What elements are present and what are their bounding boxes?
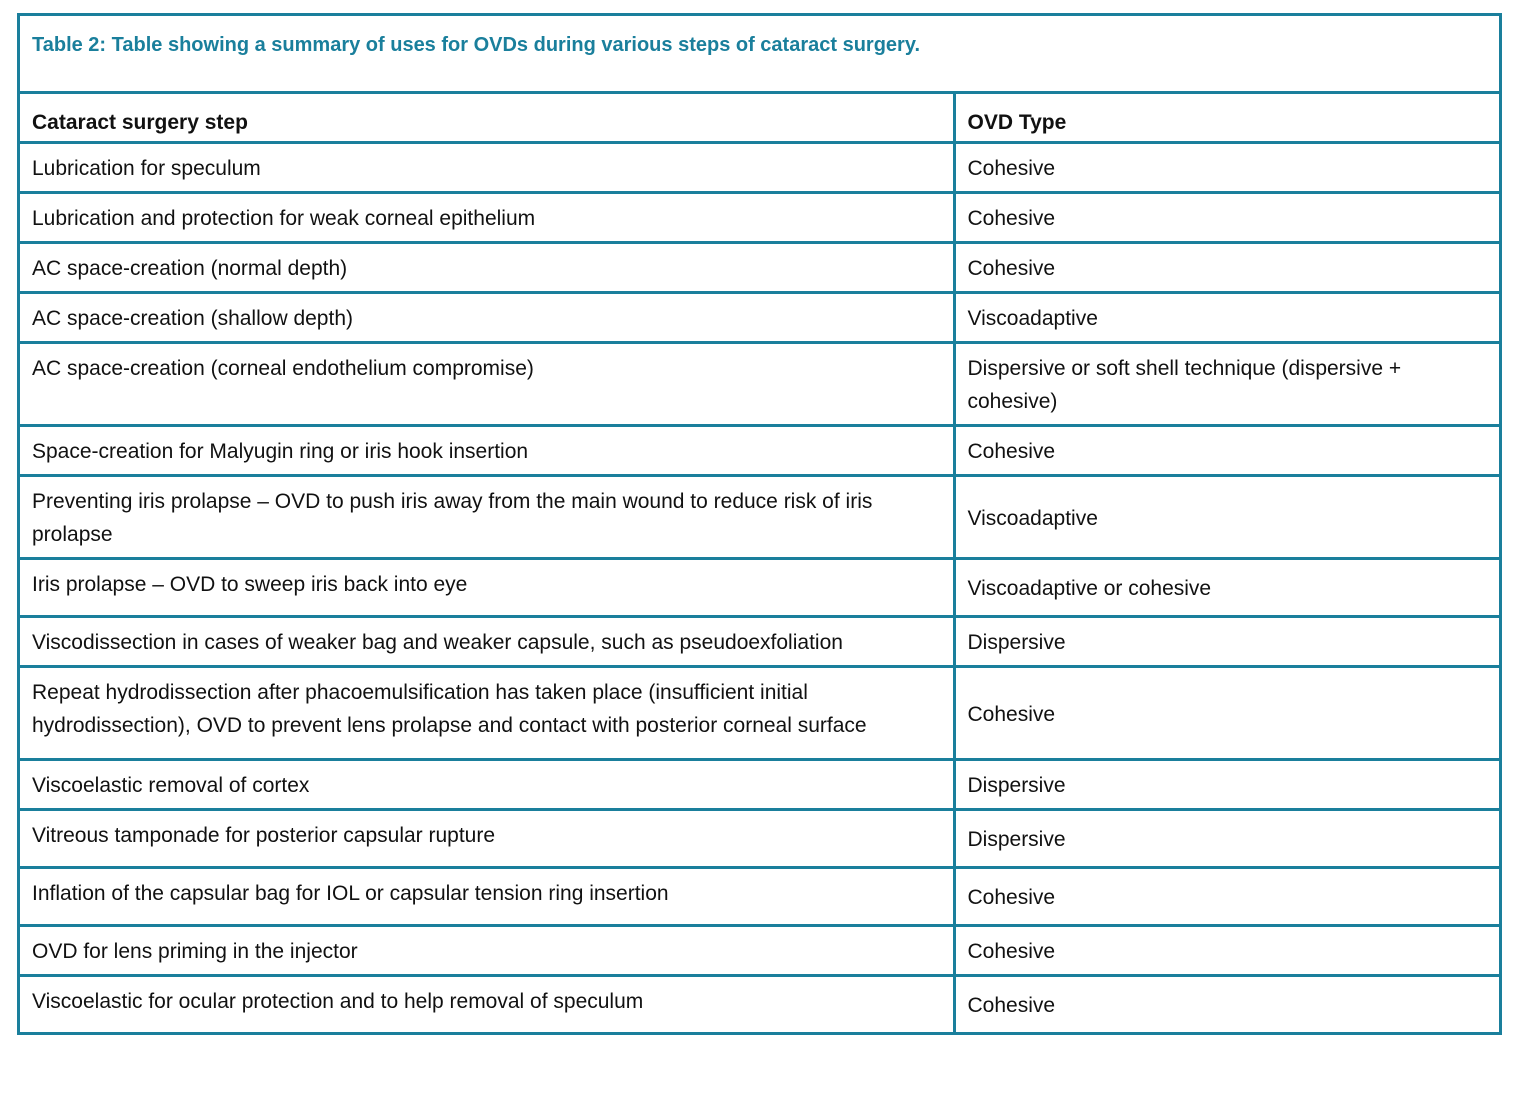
table-row [20,868,1499,926]
header-ovd-type: OVD Type [967,111,1067,134]
table-row [20,976,1499,1033]
ovd-type-cell: Dispersive [954,810,1499,868]
table-row [20,243,1499,293]
step-cell: Iris prolapse – OVD to sweep iris back into eye [20,559,954,617]
ovd-type-cell: Viscoadaptive [954,476,1499,559]
table-container [17,13,1502,1035]
step-cell: OVD for lens priming in the injector [20,926,954,976]
table-row [20,476,1499,559]
step-cell: Vitreous tamponade for posterior capsular rupture [20,810,954,868]
header-row [20,94,1499,143]
ovd-type-cell: Dispersive [954,760,1499,810]
table-row [20,926,1499,976]
step-cell: Lubrication for speculum [20,143,954,193]
table-row [20,810,1499,868]
table-row [20,559,1499,617]
ovd-type-cell: Cohesive [954,426,1499,476]
ovd-type-cell: Viscoadaptive [954,293,1499,343]
step-cell: Viscoelastic removal of cortex [20,760,954,810]
table-row [20,343,1499,426]
step-cell: Preventing iris prolapse – OVD to push iris away from the main wound to reduce risk of iris prolapse [20,476,954,559]
step-cell: Space-creation for Malyugin ring or iris hook insertion [20,426,954,476]
ovd-type-cell: Cohesive [954,926,1499,976]
step-cell: AC space-creation (normal depth) [20,243,954,293]
step-cell: Inflation of the capsular bag for IOL or capsular tension ring insertion [20,868,954,926]
table-row [20,617,1499,667]
step-cell: AC space-creation (corneal endothelium compromise) [20,343,954,426]
step-cell: AC space-creation (shallow depth) [20,293,954,343]
table-row [20,293,1499,343]
ovd-type-cell: Dispersive or soft shell technique (dispersive + cohesive) [954,343,1499,426]
step-cell: Lubrication and protection for weak corneal epithelium [20,193,954,243]
table-caption: Table 2: Table showing a summary of uses for OVDs during various steps of cataract surgery. [20,16,1499,94]
table-row [20,143,1499,193]
ovd-uses-table [20,94,1499,1032]
step-cell: Viscoelastic for ocular protection and to help removal of speculum [20,976,954,1033]
table-row [20,426,1499,476]
table-row [20,760,1499,810]
ovd-type-cell: Cohesive [954,193,1499,243]
ovd-type-cell: Cohesive [954,143,1499,193]
ovd-type-cell: Cohesive [954,667,1499,760]
table-row [20,193,1499,243]
ovd-type-cell: Cohesive [954,976,1499,1033]
ovd-type-cell: Viscoadaptive or cohesive [954,559,1499,617]
ovd-type-cell: Cohesive [954,868,1499,926]
ovd-type-cell: Dispersive [954,617,1499,667]
table-row [20,667,1499,760]
header-step: Cataract surgery step [20,94,954,143]
step-cell: Viscodissection in cases of weaker bag and weaker capsule, such as pseudoexfoliation [20,617,954,667]
step-cell: Repeat hydrodissection after phacoemulsification has taken place (insufficient initial hydrodissection), OVD to prevent lens prolapse and contact with posterior corneal surface [20,667,954,760]
ovd-type-cell: Cohesive [954,243,1499,293]
